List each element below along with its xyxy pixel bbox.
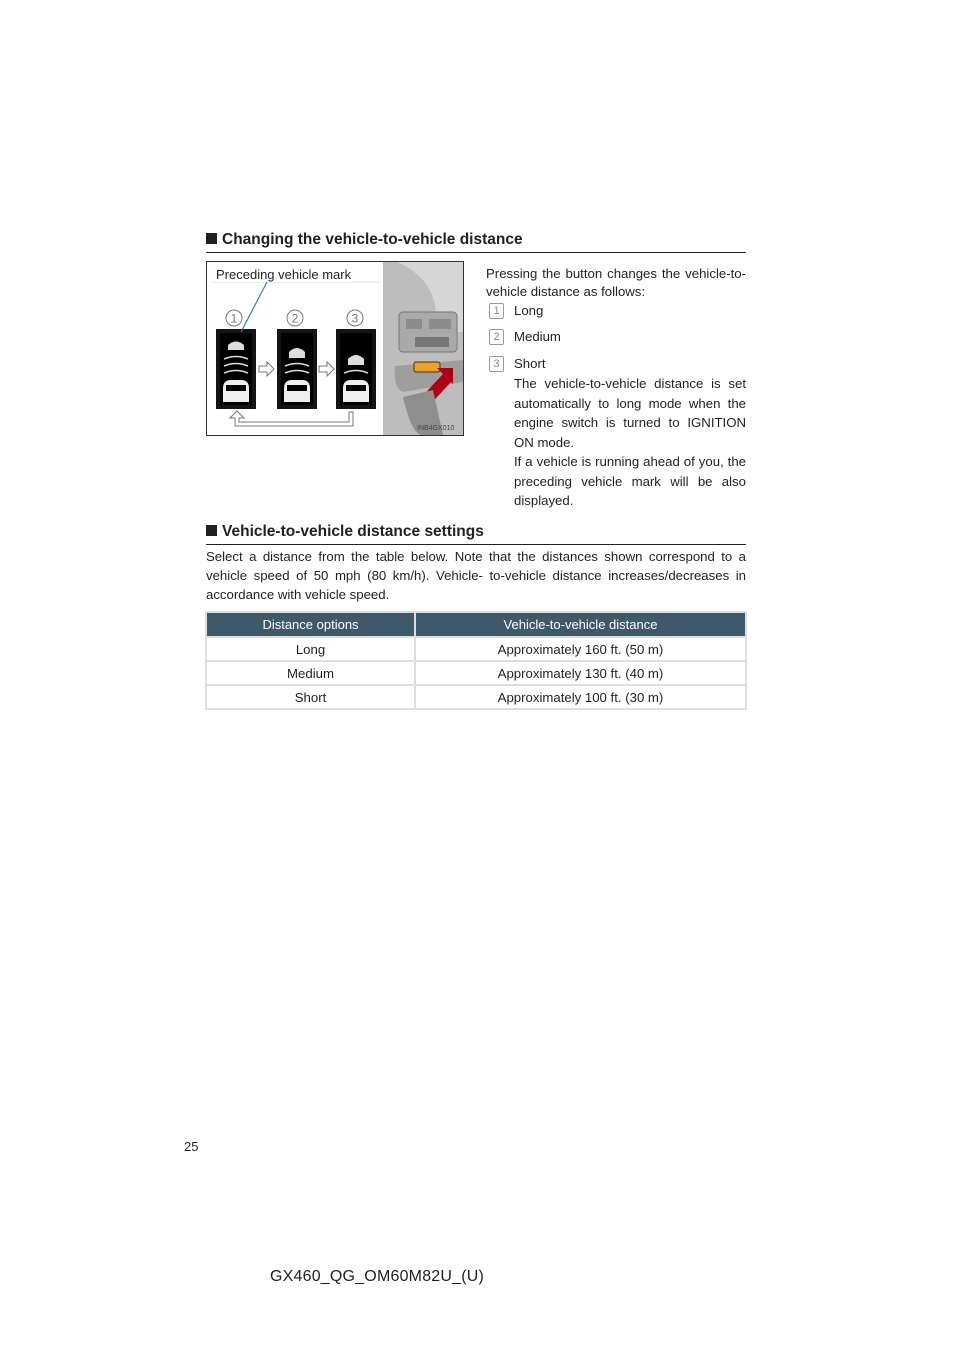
- table-cell: Short: [207, 686, 414, 708]
- heading-square-icon: [206, 525, 217, 536]
- display-short: [336, 329, 376, 409]
- callout-line: [241, 282, 267, 332]
- display-long: [216, 329, 256, 409]
- item-number-1: 1: [489, 303, 504, 319]
- table-cell: Approximately 130 ft. (40 m): [416, 662, 745, 684]
- heading-square-icon: [206, 233, 217, 244]
- item-short: Short: [514, 356, 546, 371]
- item-number-2: 2: [489, 329, 504, 345]
- figure-code: INB4GX010: [417, 425, 455, 432]
- table-row: [207, 662, 745, 684]
- table-row: [207, 638, 745, 660]
- svg-text:2: 2: [291, 311, 299, 326]
- item-long: Long: [514, 303, 544, 318]
- settings-intro-text: Select a distance from the table below. Note that the distances shown correspond to a vehicle speed of 50 mph (80 km/h). Vehicle- to-vehicle distance increases/decreases in accordance with vehicle speed.: [206, 549, 746, 602]
- table-cell: Long: [207, 638, 414, 660]
- page-number: 25: [184, 1139, 199, 1154]
- note-preceding-vehicle: If a vehicle is running ahead of you, the preceding vehicle mark will be also displayed.: [514, 454, 746, 508]
- distance-illustration-svg: [207, 262, 463, 435]
- marker-1-icon: [226, 310, 242, 326]
- note-auto-long-mode: The vehicle-to-vehicle distance is set automatically to long mode when the engine switch is turned to IGNITION ON mode.: [514, 376, 746, 450]
- svg-text:3: 3: [351, 311, 359, 326]
- marker-3-icon: [347, 310, 363, 326]
- svg-text:1: 1: [230, 311, 238, 326]
- marker-2-icon: [287, 310, 303, 326]
- item-medium: Medium: [514, 329, 561, 344]
- display-medium: [277, 329, 317, 409]
- table-row: [207, 686, 745, 708]
- header-distance-options: Distance options: [207, 613, 414, 636]
- item-number-3: 3: [489, 356, 504, 372]
- table-cell: Approximately 100 ft. (30 m): [416, 686, 745, 708]
- distance-table: [205, 611, 747, 710]
- section-heading-distance-settings: Vehicle-to-vehicle distance settings: [206, 523, 746, 545]
- distance-illustration: [206, 261, 464, 436]
- table-cell: Approximately 160 ft. (50 m): [416, 638, 745, 660]
- header-vehicle-distance: Vehicle-to-vehicle distance: [416, 613, 745, 636]
- section-heading-changing-distance: Changing the vehicle-to-vehicle distance: [206, 231, 746, 253]
- description-text: Pressing the button changes the vehicle-to-vehicle distance as follows:: [486, 266, 746, 299]
- table-cell: Medium: [207, 662, 414, 684]
- document-code: GX460_QG_OM60M82U_(U): [270, 1268, 485, 1285]
- table-header-row: [207, 613, 745, 636]
- preceding-vehicle-mark-label: Preceding vehicle mark: [216, 267, 352, 282]
